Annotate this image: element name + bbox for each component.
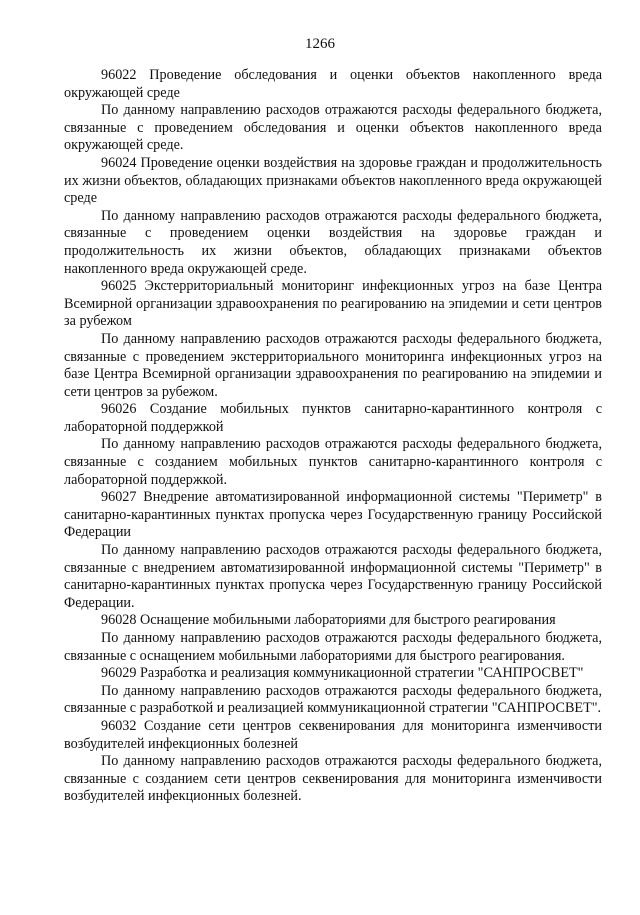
section-text-96028: По данному направлению расходов отражаются расходы федерального бюджета, связанные с оснащением мобильными лабораториями для быстрого реагирования. (64, 630, 602, 664)
section-text-96029: По данному направлению расходов отражаются расходы федерального бюджета, связанные с разработкой и реализацией коммуникационной стратегии "САНПРОСВЕТ". (64, 682, 602, 717)
section-text-96027: По данному направлению расходов отражаются расходы федерального бюджета, связанные с внедрением автоматизированной информационной системы "Периметр" в санитарно-карантинных пунктах пропуска через Государственную границу Российской Федерации. (64, 542, 602, 611)
document-body (64, 67, 602, 806)
section-heading-96025: 96025 Экстерриториальный мониторинг инфекционных угроз на базе Центра Всемирной организации здравоохранения по реагированию на эпидемии и сети центров за рубежом (64, 278, 602, 330)
page-number: 1266 (305, 36, 335, 52)
section-heading-96024: 96024 Проведение оценки воздействия на здоровье граждан и продолжительность их жизни объектов, обладающих признаками объектов накопленного вреда окружающей среде (64, 154, 602, 207)
section-heading-96029: 96029 Разработка и реализация коммуникационной стратегии "САНПРОСВЕТ" (101, 665, 584, 682)
section-heading-96027: 96027 Внедрение автоматизированной информационной системы "Периметр" в санитарно-карантинных пунктах пропуска через Государственную границу Российской Федерации (64, 489, 602, 541)
section-text-96032: По данному направлению расходов отражаются расходы федерального бюджета, связанные с созданием сети центров секвенирования для мониторинга изменчивости возбудителей инфекционных болезней. (64, 753, 602, 805)
section-text-96026: По данному направлению расходов отражаются расходы федерального бюджета, связанные с созданием мобильных пунктов санитарно-карантинного контроля с лабораторной поддержкой. (64, 436, 602, 488)
section-heading-96026: 96026 Создание мобильных пунктов санитарно-карантинного контроля с лабораторной поддержкой (64, 401, 602, 435)
section-text-96025: По данному направлению расходов отражаются расходы федерального бюджета, связанные с проведением экстерриториального мониторинга инфекционных угроз на базе Центра Всемирной организации здравоохранения по реагированию на эпидемии и сети центров за рубежом. (64, 330, 602, 400)
section-text-96022: По данному направлению расходов отражаются расходы федерального бюджета, связанные с проведением обследования и оценки объектов накопленного вреда окружающей среде. (64, 102, 602, 154)
section-heading-96028: 96028 Оснащение мобильными лабораториями для быстрого реагирования (101, 612, 556, 629)
section-text-96024: По данному направлению расходов отражаются расходы федерального бюджета, связанные с проведением оценки воздействия на здоровье граждан и продолжительность их жизни объектов, обладающих признаками объектов накопленного вреда окружающей среде. (64, 207, 602, 277)
section-heading-96022: 96022 Проведение обследования и оценки объектов накопленного вреда окружающей среде (64, 67, 602, 101)
section-heading-96032: 96032 Создание сети центров секвенирования для мониторинга изменчивости возбудителей инфекционных болезней (64, 717, 602, 752)
